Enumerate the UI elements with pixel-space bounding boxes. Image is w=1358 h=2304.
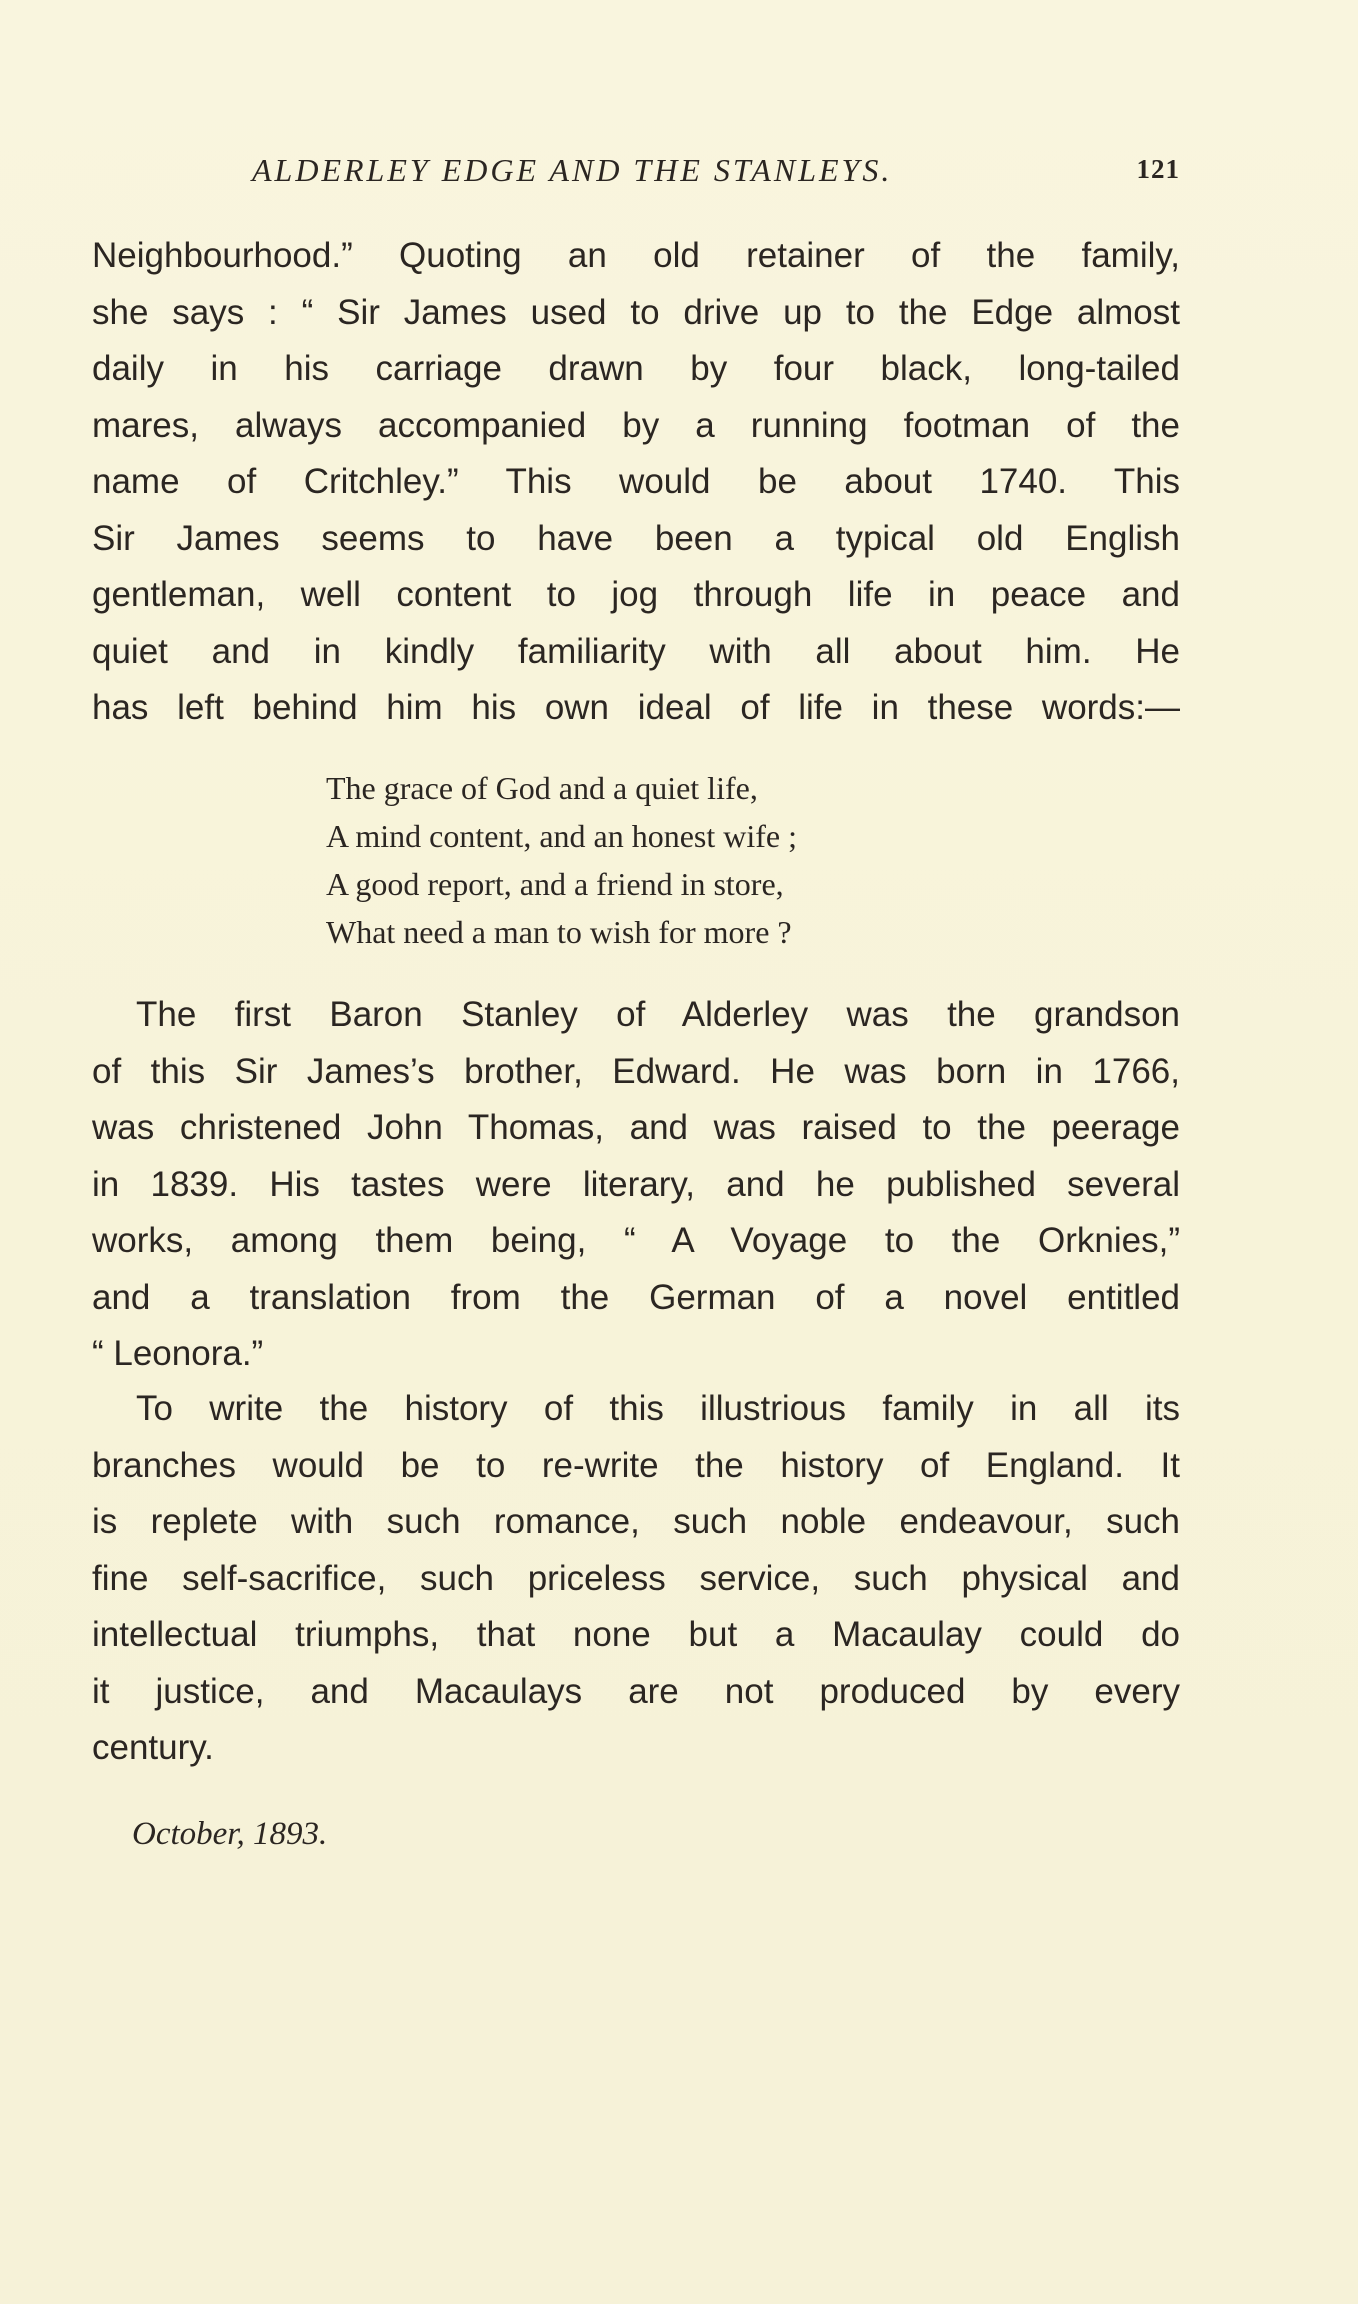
text-line: was christened John Thomas, and was raised to the peerage (92, 1108, 1180, 1147)
text-line: branches would be to re-write the history of England. It (92, 1445, 1180, 1485)
text-line: is replete with such romance, such noble endeavour, such (92, 1502, 1180, 1541)
text-line: fine self-sacrifice, such priceless service, such physical and (92, 1558, 1180, 1598)
text-line: Sir James seems to have been a typical old English (92, 518, 1180, 558)
text-line: “ Leonora.” (92, 1334, 264, 1373)
text-line: and a translation from the German of a novel entitled (92, 1277, 1180, 1317)
verse-quotation (326, 764, 797, 956)
text-line: name of Critchley.” This would be about 1740. This (92, 462, 1180, 501)
text-line: in 1839. His tastes were literary, and he published several (92, 1164, 1180, 1204)
text-line: gentleman, well content to jog through life in peace and (92, 575, 1180, 614)
text-line: intellectual triumphs, that none but a Macaulay could do (92, 1615, 1180, 1654)
text-line: mares, always accompanied by a running footman of the (92, 405, 1180, 445)
verse-line: A good report, and a friend in store, (326, 866, 784, 902)
text-line: works, among them being, “ A Voyage to the Orknies,” (92, 1221, 1180, 1260)
paragraph-family-history (92, 1381, 1180, 1777)
text-line: quiet and in kindly familiarity with all about him. He (92, 631, 1180, 671)
text-line: century. (92, 1728, 214, 1767)
text-line: Neighbourhood.” Quoting an old retainer of the family, (92, 236, 1180, 275)
text-line: daily in his carriage drawn by four black, long-tailed (92, 349, 1180, 388)
paragraph-continuation (92, 228, 1180, 737)
text-line: The first Baron Stanley of Alderley was the grandson (136, 995, 1180, 1034)
verse-line: The grace of God and a quiet life, (326, 770, 758, 806)
text-line: To write the history of this illustrious family in all its (136, 1389, 1180, 1428)
verse-line: A mind content, and an honest wife ; (326, 818, 798, 854)
running-head (92, 152, 1180, 198)
dateline: October, 1893. (132, 1816, 328, 1852)
paragraph-first-baron (92, 987, 1180, 1383)
page-number: 121 (1136, 154, 1180, 184)
verse-line: What need a man to wish for more ? (326, 914, 792, 950)
text-line: she says : “ Sir James used to drive up to the Edge almost (92, 292, 1180, 332)
text-line: of this Sir James’s brother, Edward. He was born in 1766, (92, 1051, 1180, 1091)
text-line: it justice, and Macaulays are not produced by every (92, 1671, 1180, 1711)
text-line: has left behind him his own ideal of life in these words:— (92, 688, 1180, 727)
running-title: ALDERLEY EDGE AND THE STANLEYS. (252, 152, 893, 188)
